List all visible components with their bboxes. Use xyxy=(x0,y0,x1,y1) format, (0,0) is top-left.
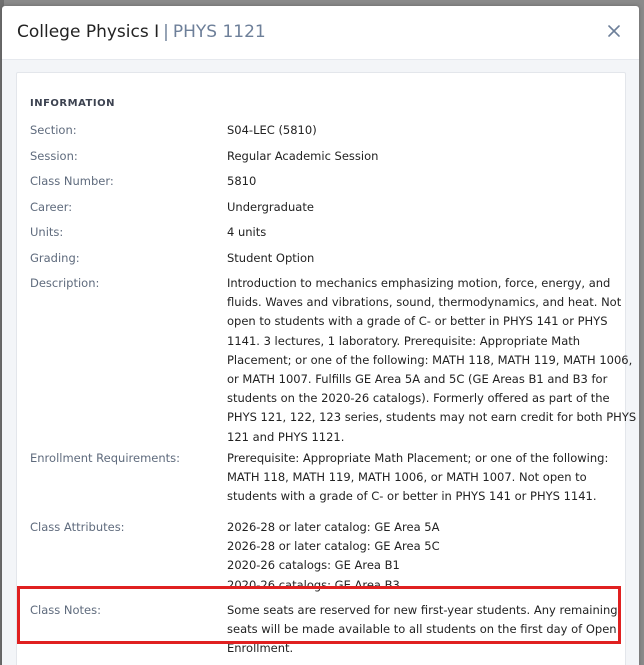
value-line: Regular Academic Session xyxy=(227,149,379,163)
row-value xyxy=(227,147,615,166)
row-label: Class Attributes: xyxy=(30,520,125,534)
value-line: Undergraduate xyxy=(227,200,314,214)
row-value xyxy=(227,601,618,659)
row-label: Grading: xyxy=(30,251,80,265)
title-separator: | xyxy=(163,22,169,42)
course-title: College Physics I xyxy=(17,22,160,42)
row-label: Description: xyxy=(30,276,100,290)
value-line: Prerequisite: Appropriate Math Placement; or one of the following: xyxy=(227,451,609,465)
row-label: Session: xyxy=(30,149,78,163)
row-label: Enrollment Requirements: xyxy=(30,451,181,465)
value-line: 5810 xyxy=(227,174,257,188)
close-icon xyxy=(607,24,621,38)
value-line: fluids. Waves and vibrations, sound, thermodynamics, and heat. Not xyxy=(227,295,622,310)
row-value xyxy=(227,198,615,217)
row-value xyxy=(227,223,615,242)
course-code: PHYS 1121 xyxy=(172,22,266,42)
value-line: Student Option xyxy=(227,251,315,265)
value-line: 1141. 3 lectures, 1 laboratory. Prerequisite: Appropriate Math xyxy=(227,333,581,348)
row-label: Class Number: xyxy=(30,174,114,188)
row-label: Section: xyxy=(30,123,77,137)
value-line: 121 and PHYS 1121. xyxy=(227,429,345,444)
value-line: Enrollment. xyxy=(227,641,294,656)
modal-title xyxy=(17,22,266,42)
class-details-modal xyxy=(2,6,639,665)
value-line: Some seats are reserved for new first-year students. Any remaining xyxy=(227,603,618,617)
value-line: Placement; or one of the following: MATH 118, MATH 119, MATH 1006, xyxy=(227,352,633,367)
information-heading: INFORMATION xyxy=(30,98,115,109)
row-value xyxy=(227,518,615,595)
value-line: 2026-28 or later catalog: GE Area 5A xyxy=(227,520,440,534)
value-line: open to students with a grade of C- or better in PHYS 141 or PHYS xyxy=(227,314,608,329)
value-line: students with a grade of C- or better in PHYS 141 or PHYS 1141. xyxy=(227,489,597,504)
value-line: seats will be made available to all students on the first day of Open xyxy=(227,622,617,637)
value-line: 2020-26 catalogs: GE Area B3 xyxy=(227,577,400,592)
value-line: PHYS 121, 122, 123 series, students may not earn credit for both PHYS xyxy=(227,410,637,425)
value-line: 2026-28 or later catalog: GE Area 5C xyxy=(227,539,440,554)
value-line: 4 units xyxy=(227,225,267,239)
row-value xyxy=(227,121,615,140)
modal-header xyxy=(2,6,639,60)
value-line: S04-LEC (5810) xyxy=(227,123,317,137)
row-label: Units: xyxy=(30,225,64,239)
row-label: Career: xyxy=(30,200,73,214)
row-value xyxy=(227,449,615,507)
value-line: Introduction to mechanics emphasizing motion, force, energy, and xyxy=(227,276,611,290)
close-button[interactable] xyxy=(603,20,625,42)
value-line: 2020-26 catalogs: GE Area B1 xyxy=(227,558,400,573)
row-value xyxy=(227,249,615,268)
value-line: MATH 118, MATH 119, MATH 1006, or MATH 1007. Not open to xyxy=(227,470,587,485)
value-line: students on the 2020-26 catalogs). Formerly offered as part of the xyxy=(227,391,610,406)
row-value xyxy=(227,274,637,447)
modal-body xyxy=(2,60,639,665)
row-value xyxy=(227,172,615,191)
row-label: Class Notes: xyxy=(30,603,101,617)
information-card xyxy=(16,72,637,665)
value-line: or MATH 1007. Fulfills GE Area 5A and 5C (GE Areas B1 and B3 for xyxy=(227,372,608,387)
